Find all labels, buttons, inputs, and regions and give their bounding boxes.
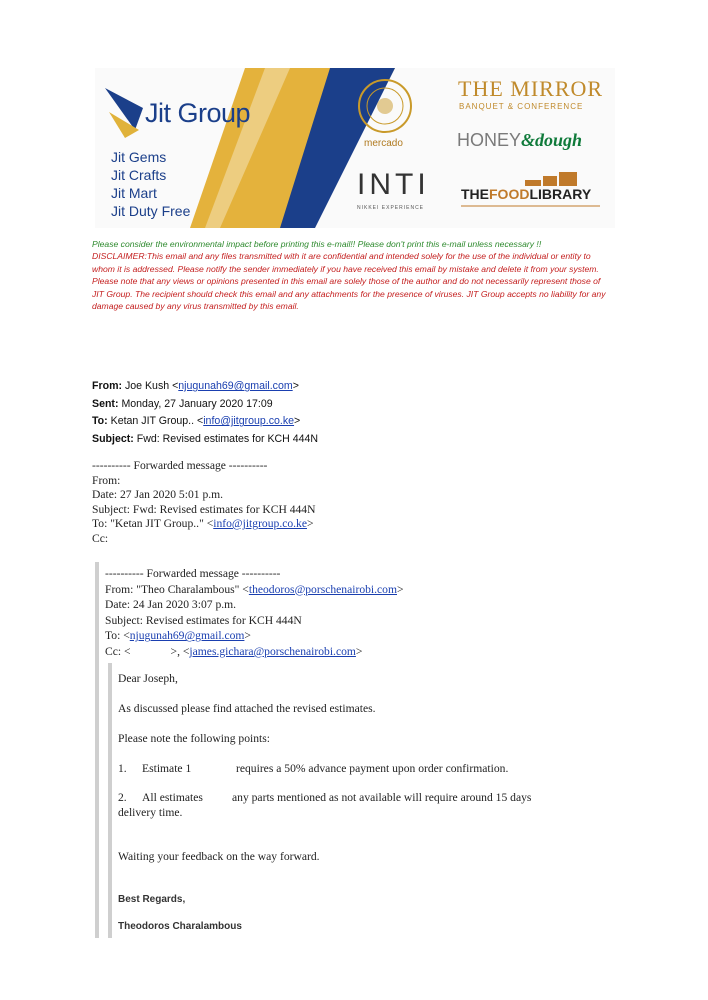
jit-brand-item: Jit Duty Free — [111, 203, 191, 219]
the-mirror-logo: THE MIRROR — [458, 76, 604, 101]
signature-name: Theodoros Charalambous — [118, 921, 242, 932]
jit-brand-list — [111, 148, 190, 220]
mercado-logo: mercado — [364, 138, 403, 149]
forward-cc-email-link[interactable]: james.gichara@porschenairobi.com — [189, 644, 356, 658]
message-point-2: 2. All estimates any parts mentioned as not available will require around 15 days — [118, 791, 532, 804]
forward-from: From: "Theo Charalambous" <theodoros@porschenairobi.com> — [105, 582, 404, 596]
jit-brand-item: Jit Mart — [111, 185, 157, 201]
header-sent-row: Sent: Monday, 27 January 2020 17:09 — [92, 397, 273, 410]
header-from-row: From: Joe Kush <njugunah69@gmail.com> — [92, 380, 299, 392]
food-library-library: LIBRARY — [529, 186, 592, 202]
the-mirror-subtitle: BANQUET & CONFERENCE — [459, 102, 584, 111]
forward-cc: Cc: < >, <james.gichara@porschenairobi.com> — [105, 644, 363, 658]
disclaimer-text: DISCLAIMER:This email and any files transmitted with it are confidential and intended solely for the use of the individual or entity to whom it is addressed. Please notify the sender immediately if you have received this email by mistake and delete it from your system. Please note that any views or opinions presented in this email are solely those of the author and do not necessarily represent those of JIT Group. The recipient should check this email and any attachments for the presence of viruses. JIT Group accepts no liability for any damage caused by any virus transmitted by this email. — [92, 251, 606, 312]
header-to-row: To: Ketan JIT Group.. <info@jitgroup.co.ke> — [92, 415, 301, 428]
forwarded-message-2 — [105, 566, 404, 660]
quote-bar-inner — [108, 663, 112, 938]
food-library-food: FOOD — [489, 186, 530, 202]
forward-to: To: "Ketan JIT Group.." <info@jitgroup.co.ke> — [92, 517, 314, 530]
forward-divider: ---------- Forwarded message ---------- — [105, 567, 281, 580]
forward-from-email-link[interactable]: theodoros@porschenairobi.com — [248, 582, 397, 596]
inti-logo: INTI — [357, 168, 430, 201]
regards: Best Regards, — [118, 894, 186, 905]
food-library-the: THE — [461, 186, 489, 202]
forward-divider: ---------- Forwarded message ---------- — [92, 459, 268, 472]
dough-text: &dough — [521, 130, 583, 150]
forward-subject: Subject: Revised estimates for KCH 444N — [105, 613, 302, 627]
jit-brand-item: Jit Crafts — [111, 167, 167, 183]
message-line: Please note the following points: — [118, 732, 270, 745]
forward-date: Date: 27 Jan 2020 5:01 p.m. — [92, 488, 224, 501]
email-header — [92, 378, 318, 449]
forward-date: Date: 24 Jan 2020 3:07 p.m. — [105, 598, 237, 612]
from-email-link[interactable]: njugunah69@gmail.com — [178, 380, 293, 392]
header-subject-row: Subject: Fwd: Revised estimates for KCH 444N — [92, 433, 319, 446]
honey-text: HONEY — [457, 130, 522, 150]
environment-notice: Please consider the environmental impact before printing this e-mail!! Please don't print this e-mail unless necessary !! — [92, 239, 542, 249]
quote-bar-outer — [95, 562, 99, 938]
jit-brand-item: Jit Gems — [111, 149, 167, 165]
email-banner — [95, 68, 615, 228]
email-disclaimer — [92, 238, 612, 312]
message-point-1: 1. Estimate 1 requires a 50% advance payment upon order confirmation. — [118, 762, 509, 775]
message-greeting: Dear Joseph, — [118, 672, 178, 685]
forward-cc: Cc: — [92, 531, 109, 545]
to-email-link[interactable]: info@jitgroup.co.ke — [203, 415, 295, 428]
message-closing: Waiting your feedback on the way forward. — [118, 850, 320, 863]
forward-to-email-link[interactable]: njugunah69@gmail.com — [129, 629, 245, 643]
food-library-logo — [461, 186, 591, 202]
forward-to-email-link[interactable]: info@jitgroup.co.ke — [213, 517, 307, 530]
jit-group-title: Jit Group — [145, 98, 251, 128]
inti-subtitle: NIKKEI EXPERIENCE — [357, 205, 425, 211]
message-line: As discussed please find attached the revised estimates. — [118, 702, 376, 715]
message-point-2-cont: delivery time. — [118, 806, 183, 819]
forward-from: From: — [92, 473, 121, 487]
forward-to: To: <njugunah69@gmail.com> — [105, 629, 251, 643]
honey-dough-logo — [457, 130, 582, 151]
forward-subject: Subject: Fwd: Revised estimates for KCH 444N — [92, 502, 316, 516]
forwarded-message-1 — [92, 459, 315, 546]
